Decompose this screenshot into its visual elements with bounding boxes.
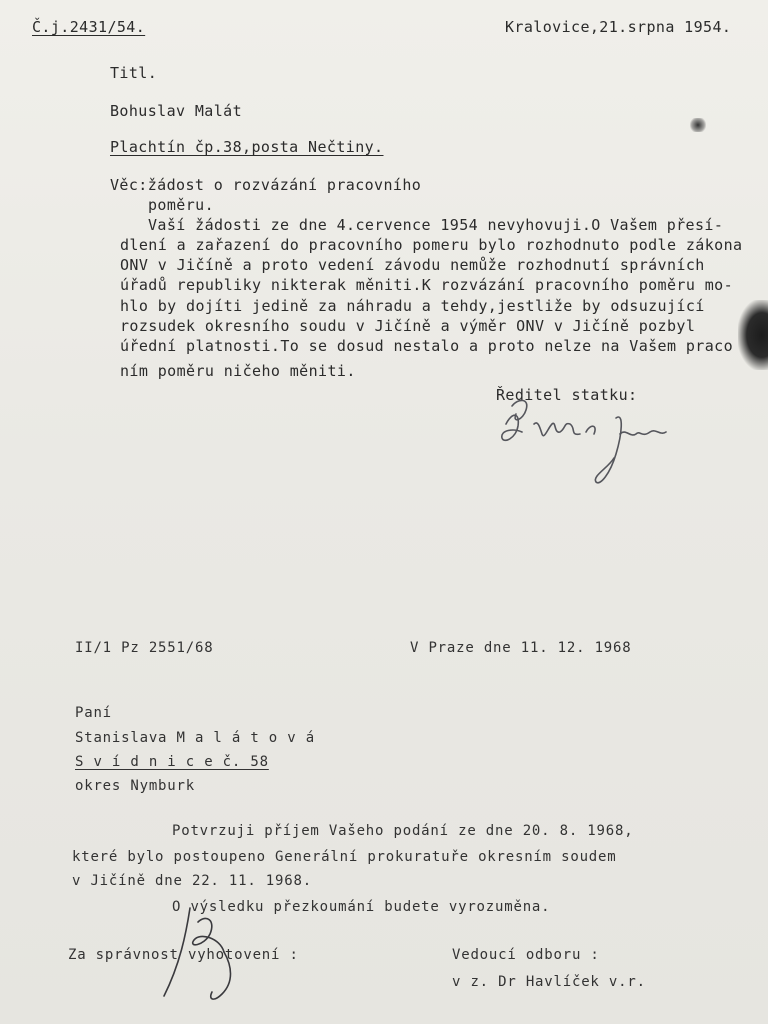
ink-spot bbox=[690, 118, 706, 132]
body-line: ním poměru ničeho měniti. bbox=[120, 362, 356, 380]
body-line-2: v Jičíně dne 22. 11. 1968. bbox=[72, 873, 312, 889]
reference-number-2: II/1 Pz 2551/68 bbox=[75, 640, 214, 656]
department-head-label: Vedoucí odboru : bbox=[452, 947, 600, 963]
recipient-address: Plachtín čp.38,posta Nečtiny. bbox=[110, 138, 384, 156]
place-date-2: V Praze dne 11. 12. 1968 bbox=[410, 640, 632, 656]
body-line: úřadů republiky nikterak měniti.K rozvázání pracovního poměru mo- bbox=[120, 276, 733, 294]
body-line: dlení a zařazení do pracovního pomeru bylo rozhodnuto podle zákona bbox=[120, 236, 743, 254]
recipient-address-2: S v í d n i c e č. 58 bbox=[75, 754, 269, 770]
reference-number: Č.j.2431/54. bbox=[32, 18, 146, 36]
signed-by: v z. Dr Havlíček v.r. bbox=[452, 974, 646, 990]
salutation: Titl. bbox=[110, 64, 158, 82]
ink-blot bbox=[738, 300, 768, 370]
body-line-2: které bylo postoupeno Generální prokuratuře okresním soudem bbox=[72, 849, 617, 865]
body-line-2: Potvrzuji příjem Vašeho podání ze dne 20. 8. 1968, bbox=[172, 823, 634, 839]
body-line: hlo by dojíti jedině za náhradu a tehdy,jestliže by odsuzující bbox=[120, 297, 705, 315]
subject-line-continued: poměru. bbox=[148, 196, 215, 214]
body-line: úřední platnosti.To se dosud nestalo a proto nelze na Vašem praco bbox=[120, 337, 733, 355]
recipient-name: Bohuslav Malát bbox=[110, 102, 243, 120]
handwritten-signature bbox=[490, 394, 690, 504]
salutation-2: Paní bbox=[75, 705, 112, 721]
recipient-district: okres Nymburk bbox=[75, 778, 195, 794]
handwritten-mark bbox=[150, 904, 250, 1014]
place-date: Kralovice,21.srpna 1954. bbox=[505, 18, 732, 36]
subject-line: Věc:žádost o rozvázání pracovního bbox=[110, 176, 422, 194]
recipient-name-2: Stanislava M a l á t o v á bbox=[75, 730, 315, 746]
body-line: rozsudek okresního soudu v Jičíně a výměr ONV v Jičíně pozbyl bbox=[120, 317, 696, 335]
body-line: ONV v Jičíně a proto vedení závodu nemůže rozhodnutí správních bbox=[120, 256, 705, 274]
correctness-label: Za správnost vyhotovení : bbox=[68, 947, 299, 963]
body-line-2: O výsledku přezkoumání budete vyrozuměna. bbox=[172, 899, 551, 915]
signatory-title: Ředitel statku: bbox=[496, 386, 638, 404]
body-line: Vaší žádosti ze dne 4.cervence 1954 nevyhovuji.O Vašem přesí- bbox=[148, 216, 724, 234]
